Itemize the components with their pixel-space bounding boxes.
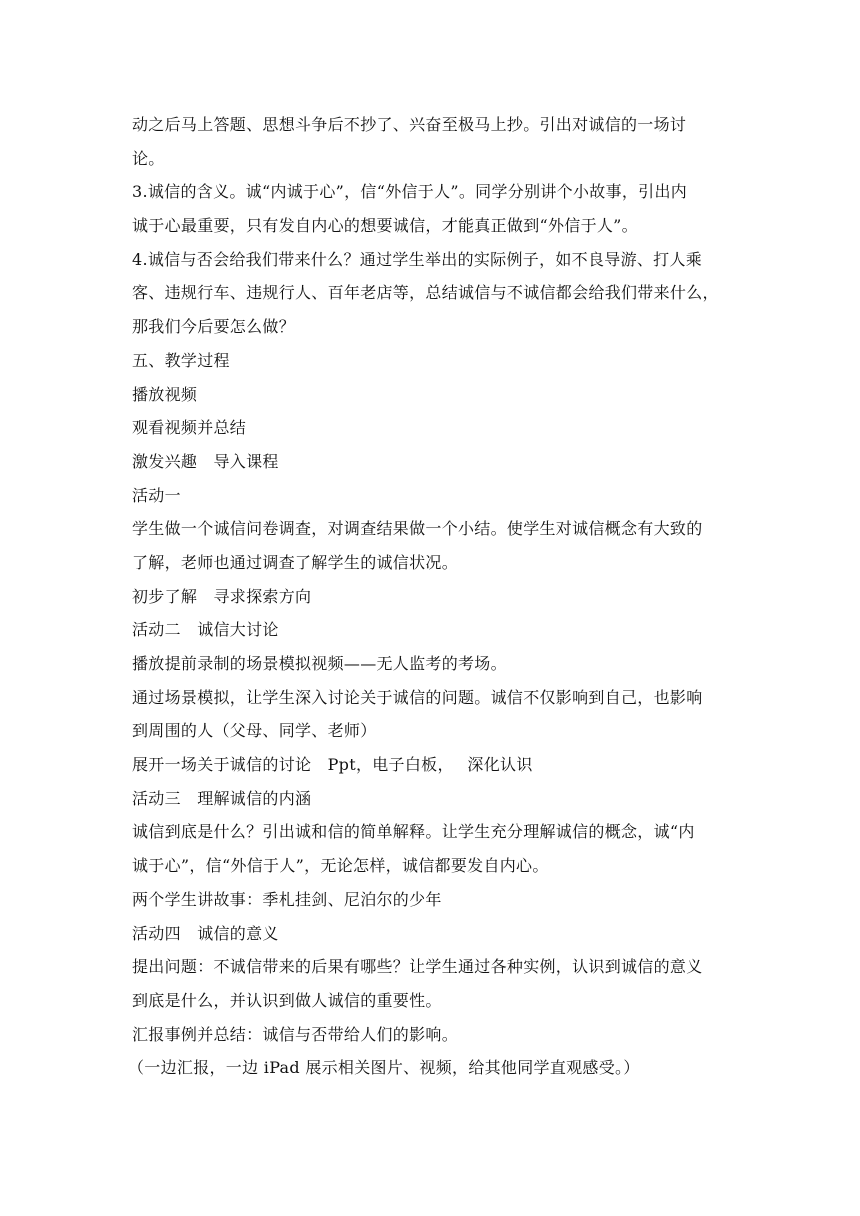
text-line: 那我们今后要怎么做？ [132,317,296,337]
text-line: （一边汇报，一边 iPad 展示相关图片、视频，给其他同学直观感受。） [128,1058,640,1078]
section-heading: 五、教学过程 [132,350,230,370]
text-line: 诚于心最重要，只有发自内心的想要诚信，才能真正做到“外信于人”。 [132,216,638,236]
text-line: 到底是什么，并认识到做人诚信的重要性。 [132,990,442,1010]
text-line: 诚信到底是什么？引出诚和信的简单解释。让学生充分理解诚信的概念，诚“内 [132,822,695,842]
text-line: 动之后马上答题、思想斗争后不抄了、兴奋至极马上抄。引出对诚信的一场讨 [132,115,687,134]
text-line: 播放视频 [132,384,198,404]
activity-heading: 活动四 诚信的意义 [132,923,279,943]
text-line: 了解，老师也通过调查了解学生的诚信状况。 [132,552,459,572]
activity-heading: 活动二 诚信大讨论 [132,620,279,640]
text-line: 激发兴趣 导入课程 [132,451,279,471]
text-line: 提出问题：不诚信带来的后果有哪些？让学生通过各种实例，认识到诚信的意义 [132,957,703,977]
text-line: 播放提前录制的场景模拟视频——无人监考的考场。 [132,654,507,673]
text-line: 客、违规行车、违规行人、百年老店等，总结诚信与不诚信都会给我们带来什么， [132,283,719,303]
activity-heading: 活动一 [132,485,181,505]
text-line: 通过场景模拟，让学生深入讨论关于诚信的问题。诚信不仅影响到自己，也影响 [132,687,703,707]
activity-heading: 活动三 理解诚信的内涵 [132,788,312,808]
text-line: 初步了解 寻求探索方向 [132,586,312,606]
text-line: 展开一场关于诚信的讨论 Ppt，电子白板， 深化认识 [132,755,533,775]
text-line: 论。 [132,148,165,168]
text-line: 3.诚信的含义。诚“内诚于心”，信“外信于人”。同学分别讲个小故事，引出内 [132,182,688,202]
text-line: 观看视频并总结 [132,418,247,438]
text-line: 到周围的人（父母、同学、老师） [132,721,377,741]
text-line: 汇报事例并总结：诚信与否带给人们的影响。 [132,1024,459,1044]
text-line: 两个学生讲故事：季札挂剑、尼泊尔的少年 [132,889,442,909]
text-line: 4.诚信与否会给我们带来什么？通过学生举出的实际例子，如不良导游、打人乘 [132,249,703,269]
text-line: 学生做一个诚信问卷调查，对调查结果做一个小结。使学生对诚信概念有大致的 [132,519,703,539]
document-body [128,108,732,1085]
text-line: 诚于心”，信“外信于人”，无论怎样，诚信都要发自内心。 [132,856,549,876]
